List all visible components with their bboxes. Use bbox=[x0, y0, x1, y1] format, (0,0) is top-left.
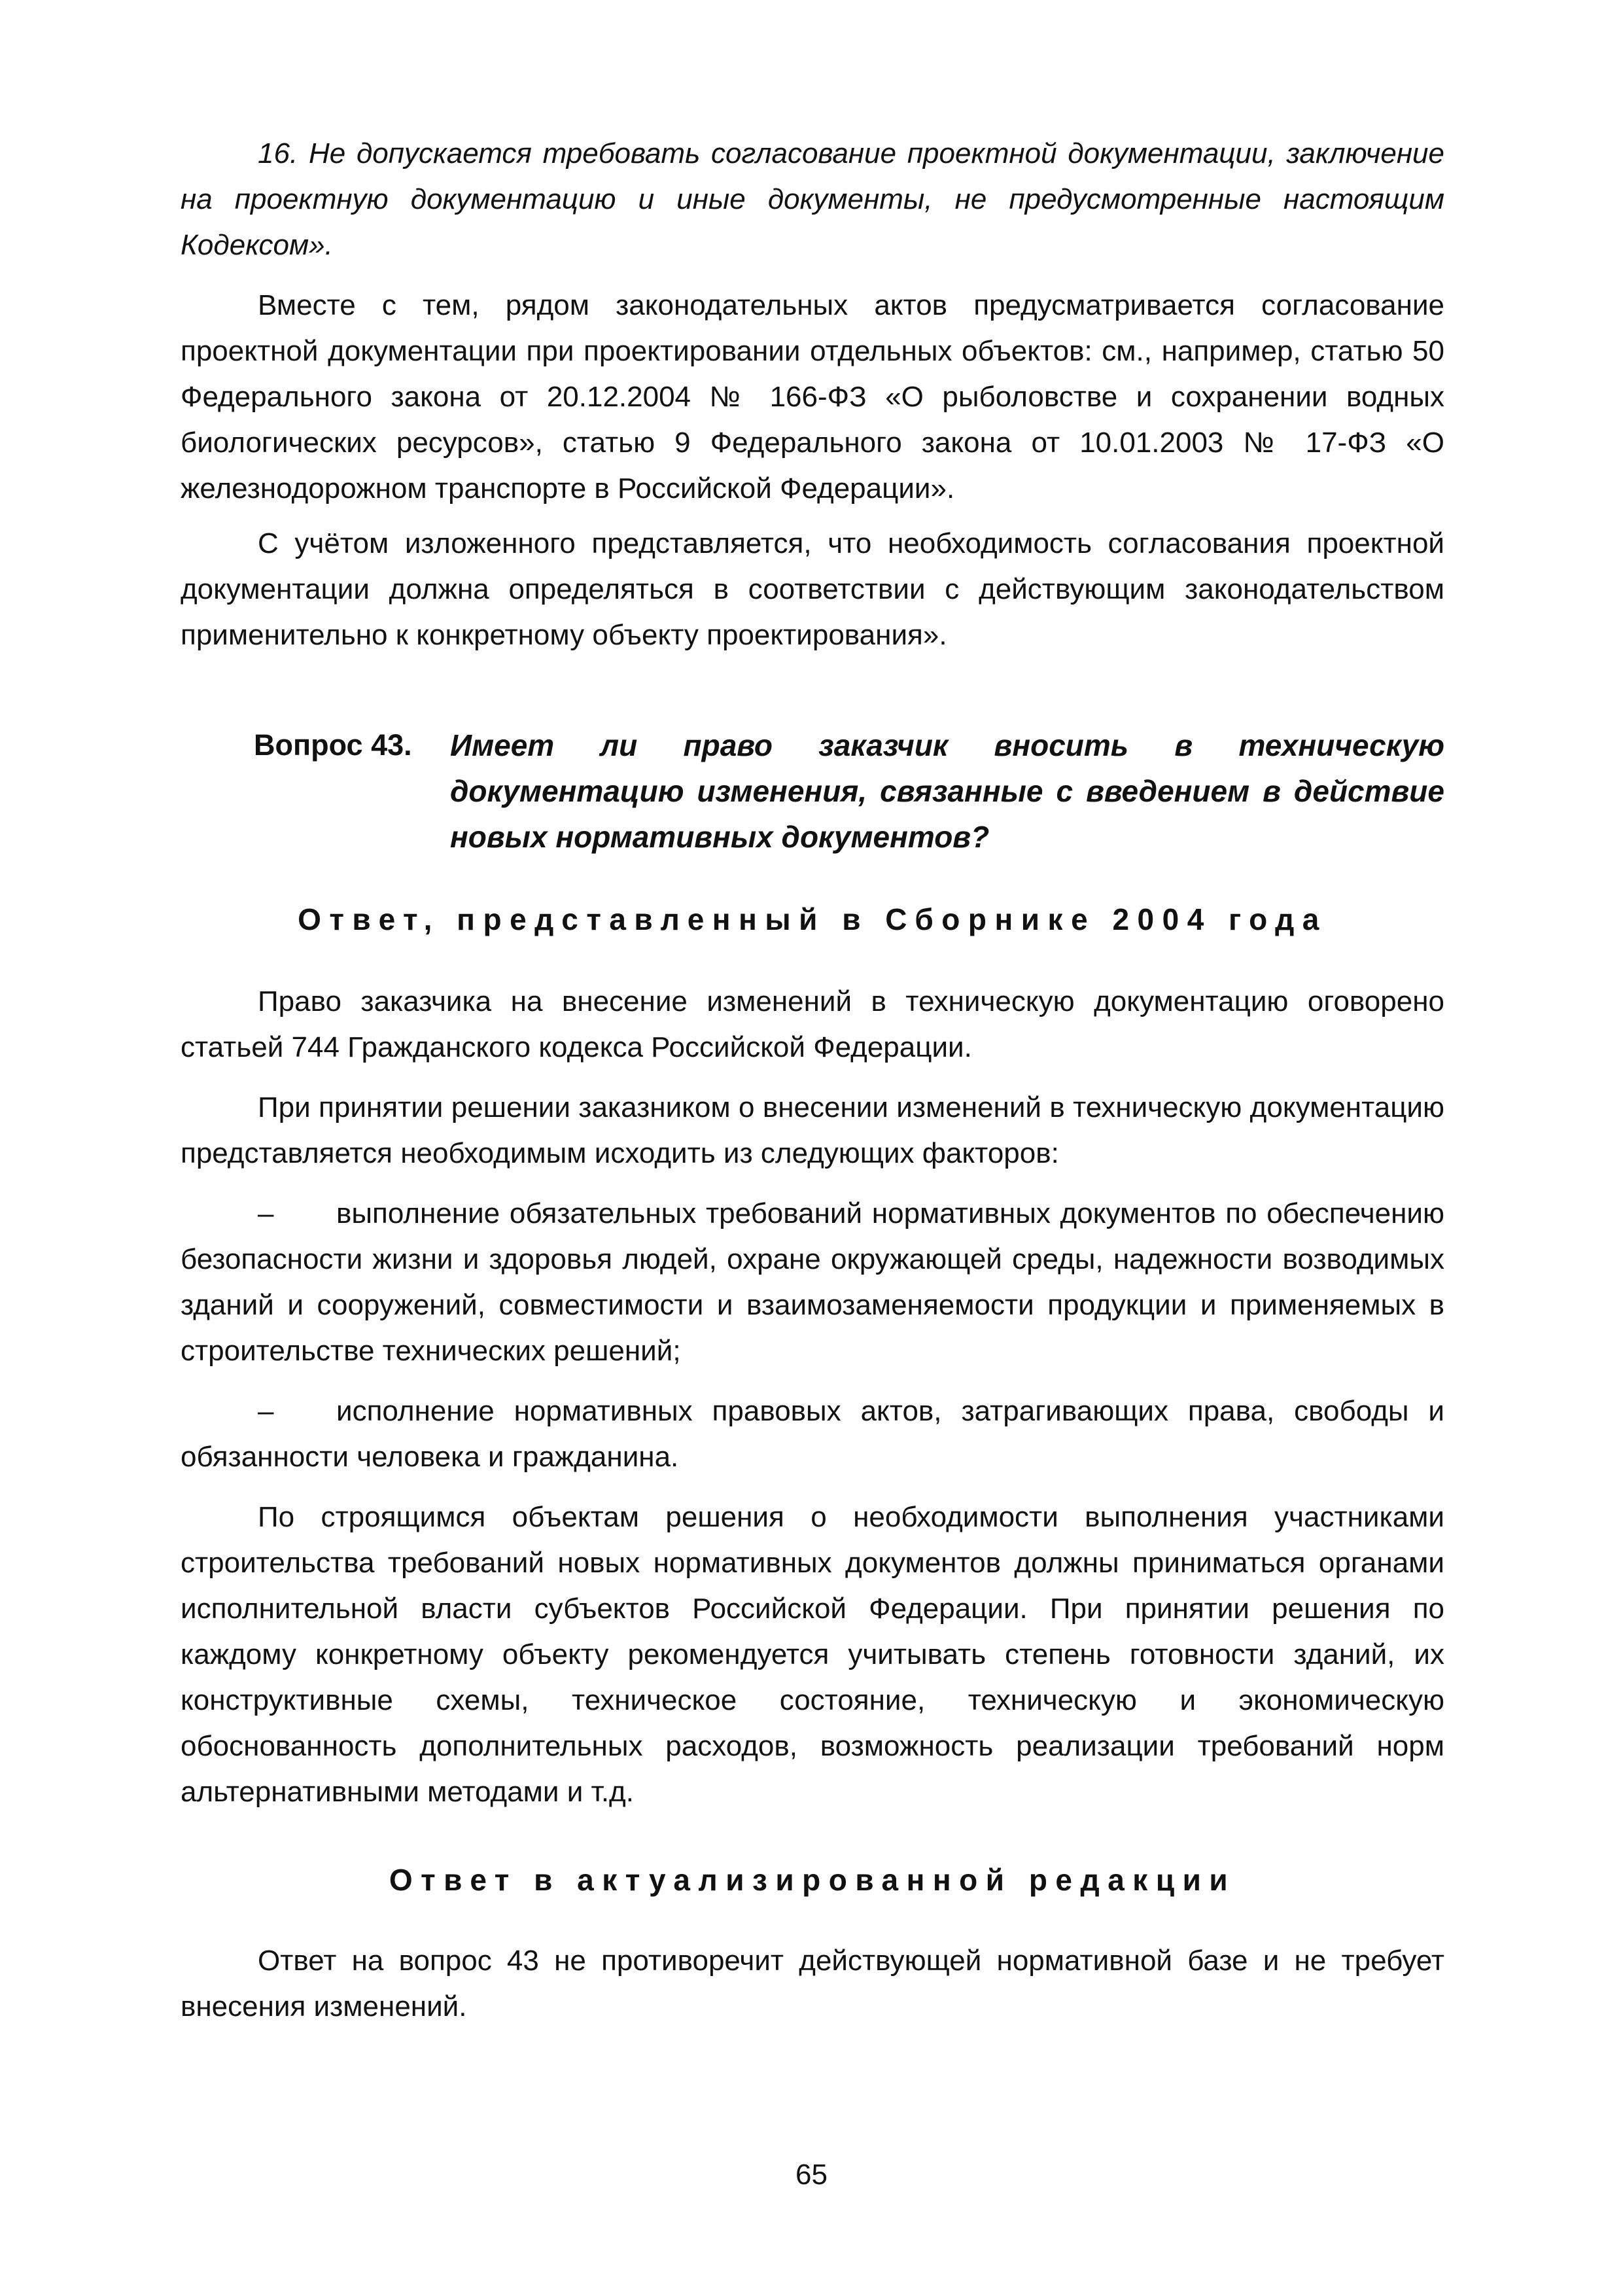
list-item-text: выполнение обязательных требований нормативных документов по обеспечению безопасности жизни и здоровья людей, охране окружающей среды, надежности возводимых зданий и сооружений, совместимости и взаимозаменяемости продукции и применяемых в строительстве технических решений; bbox=[181, 1197, 1444, 1367]
question-text: Имеет ли право заказчик вносить в техническую документацию изменения, связанные с введением в действие новых нормативных документов? bbox=[450, 728, 1444, 854]
answer-2004-paragraph-2: При принятии решении заказником о внесении изменений в техническую документацию представляется необходимым исходить из следующих факторов: bbox=[181, 1091, 1444, 1169]
list-item bbox=[181, 1191, 1444, 1374]
section-title-answer-updated: Ответ в актуализированной редакции bbox=[389, 1863, 1236, 1897]
paragraph-conclusion: С учётом изложенного представляется, что необходимость согласования проектной документации должна определяться в соответствии с действующим законодательством применительно к конкретному объекту проектирования». bbox=[181, 527, 1444, 651]
list-item bbox=[181, 1388, 1444, 1480]
question-label: Вопрос 43. bbox=[254, 728, 412, 762]
quote-paragraph-16: 16. Не допускается требовать согласование проектной документации, заключение на проектную документацию и иные документы, не предусмотренные настоящим Кодексом». bbox=[181, 137, 1444, 261]
page-number: 65 bbox=[795, 2159, 828, 2191]
document-page bbox=[181, 131, 1444, 2030]
list-item-text: исполнение нормативных правовых актов, затрагивающих права, свободы и обязанности человека и гражданина. bbox=[181, 1395, 1444, 1473]
answer-updated-paragraph: Ответ на вопрос 43 не противоречит действующей нормативной базе и не требует внесения изменений. bbox=[181, 1945, 1444, 2022]
answer-2004-paragraph-3: По строящимся объектам решения о необходимости выполнения участниками строительства требований новых нормативных документов должны приниматься органами исполнительной власти субъектов Российской Федерации. При принятии решения по каждому конкретному объекту рекомендуется учитывать степень готовности зданий, их конструктивные схемы, техническое состояние, техническую и экономическую обоснованность дополнительных расходов, возможность реализации требований норм альтернативными методами и т.д. bbox=[181, 1501, 1444, 1808]
answer-2004-paragraph-1: Право заказчика на внесение изменений в техническую документацию оговорено статьей 744 Гражданского кодекса Российской Федерации. bbox=[181, 985, 1444, 1063]
dash-mark: – bbox=[258, 1197, 274, 1229]
paragraph-legislative-acts: Вместе с тем, рядом законодательных актов предусматривается согласование проектной документации при проектировании отдельных объектов: см., например, статью 50 Федерального закона от 20.12.2004 № 166-ФЗ «О рыболовстве и сохранении водных биологических ресурсов», статью 9 Федерального закона от 10.01.2003 № 17-ФЗ «О железнодорожном транспорте в Российской Федерации». bbox=[181, 289, 1444, 504]
question-block bbox=[181, 722, 1444, 860]
section-title-answer-2004: Ответ, представленный в Сборнике 2004 года bbox=[298, 902, 1327, 936]
dash-mark: – bbox=[258, 1395, 274, 1427]
